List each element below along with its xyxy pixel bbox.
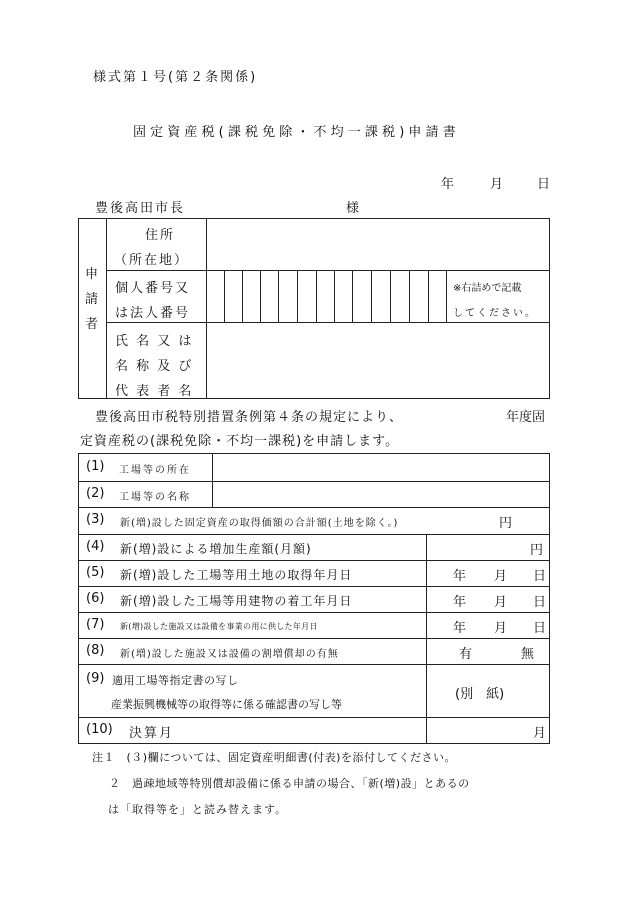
item-3-number: (3) <box>86 512 105 527</box>
item-7-number: (7) <box>86 617 105 632</box>
applicant-label-1: 申 <box>85 267 99 282</box>
item-3-label: 新(増)設した固定資産の取得価額の合計額(土地を除く。) <box>120 518 399 529</box>
item-9-label-1: 適用工場等指定書の写し <box>112 674 239 687</box>
item-7-label: 新(増)設した施設又は設備を事業の用に供した年月日 <box>120 622 318 631</box>
note-2: ２ 過疎地域等特別償却設備に係る申請の場合、「新(増)設」とあるの <box>109 777 470 790</box>
item-10-label: 決算月 <box>129 726 175 741</box>
item-4-label: 新(増)設による増加生産額(月額) <box>120 542 312 556</box>
item-10-value: 月 <box>533 726 547 741</box>
note-2-continued: は「取得等を」と読み替えます。 <box>108 803 288 816</box>
statement-line-1: 豊後高田市税特別措置条例第４条の規定により、 <box>95 410 404 425</box>
statement-line-2: 定資産税の(課税免除・不均一課税)を申請します。 <box>80 434 400 449</box>
item-6-year: 年 <box>453 595 467 610</box>
item-5-year: 年 <box>453 569 467 584</box>
item-3-value: 円 <box>499 516 513 531</box>
item-5-day: 日 <box>533 569 547 584</box>
address-label-sub: （所在地） <box>114 253 190 268</box>
item-5-number: (5) <box>86 565 105 580</box>
number-note-2: してください。 <box>453 308 537 319</box>
item-5-month: 月 <box>494 569 508 584</box>
name-label-2: 名 称 及 び <box>115 359 194 374</box>
number-label-1: 個人番号又 <box>115 281 191 296</box>
addressee-honorific: 様 <box>346 201 360 216</box>
name-label-3: 代 表 者 名 <box>115 384 194 399</box>
item-6-month: 月 <box>494 595 508 610</box>
date-day-label: 日 <box>537 177 551 192</box>
item-9-number: (9) <box>86 671 105 686</box>
item-7-year: 年 <box>453 621 467 636</box>
applicant-label-3: 者 <box>85 317 99 332</box>
addressee-name: 豊後高田市長 <box>95 201 186 216</box>
item-6-number: (6) <box>86 591 105 606</box>
form-number: 様式第１号(第２条関係) <box>93 70 258 85</box>
item-6-label: 新(増)設した工場等用建物の着工年月日 <box>120 594 353 608</box>
note-1: 注１ (３)欄については、固定資産明細書(付表)を添付してください。 <box>92 751 456 764</box>
address-label: 住所 <box>145 228 176 243</box>
item-9-value: (別 紙) <box>455 687 505 702</box>
item-8-yes: 有 <box>459 647 473 662</box>
item-5-label: 新(増)設した工場等用土地の取得年月日 <box>120 568 353 582</box>
item-6-day: 日 <box>533 595 547 610</box>
item-9-label-2: 産業振興機械等の取得等に係る確認書の写し等 <box>111 698 342 711</box>
item-7-month: 月 <box>494 621 508 636</box>
document-title: 固 定 資 産 税 ( 課 税 免 除 ・ 不 均 一 課 税 ) 申 請 書 <box>133 125 456 140</box>
item-4-number: (4) <box>86 539 105 554</box>
item-8-number: (8) <box>86 643 105 658</box>
name-label-1: 氏 名 又 は <box>115 334 194 349</box>
date-month-label: 月 <box>490 177 504 192</box>
statement-fiscal-year: 年度固 <box>506 410 546 425</box>
item-8-no: 無 <box>521 647 535 662</box>
item-4-value: 円 <box>530 543 544 558</box>
item-10-number: (10) <box>86 722 113 737</box>
item-8-label: 新(増)設した施設又は設備の割増償却の有無 <box>120 649 339 660</box>
item-7-day: 日 <box>533 621 547 636</box>
number-note-1: ※右詰めで記載 <box>453 283 522 294</box>
applicant-label-2: 請 <box>85 292 99 307</box>
item-2-label: 工場等の名称 <box>119 492 191 503</box>
item-1-number: (1) <box>86 459 105 474</box>
item-2-number: (2) <box>86 486 105 501</box>
item-1-label: 工場等の所在 <box>119 465 191 476</box>
number-label-2: は法人番号 <box>115 306 191 321</box>
date-year-label: 年 <box>441 177 455 192</box>
